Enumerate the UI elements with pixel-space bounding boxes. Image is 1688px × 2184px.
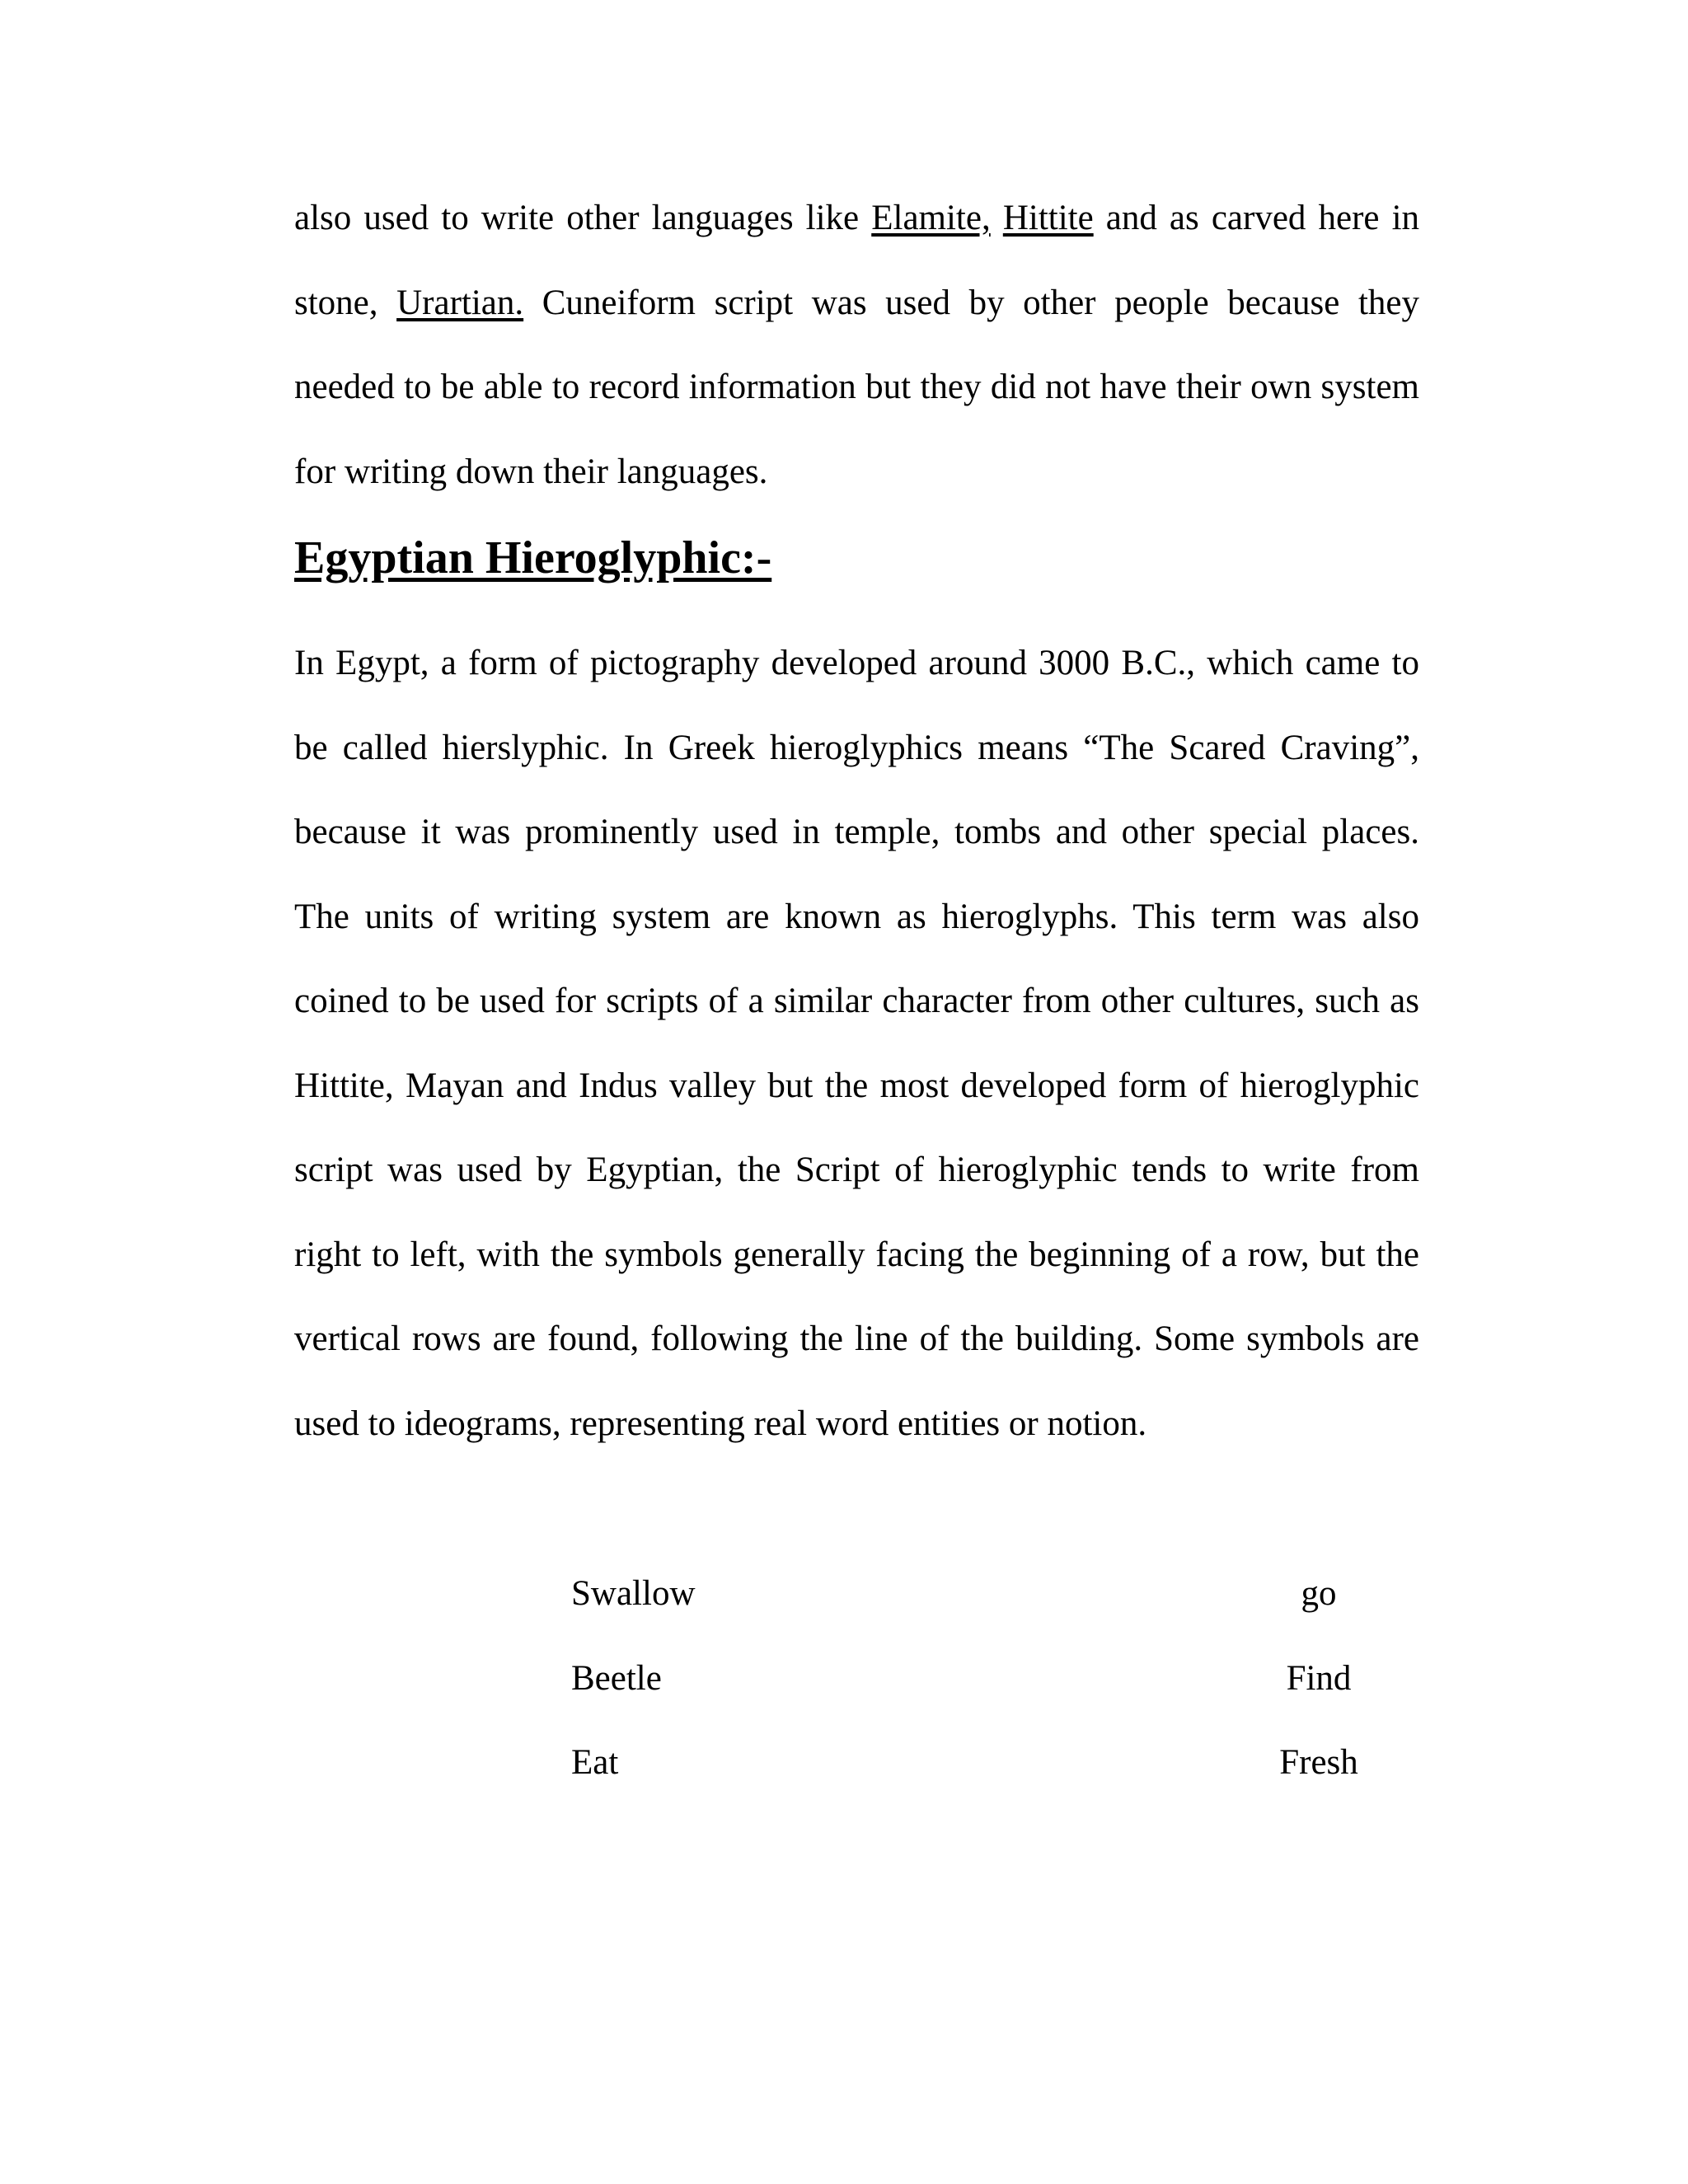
word-pair-row	[0, 1721, 1688, 1806]
word-pair-row	[0, 1552, 1688, 1637]
link-urartian[interactable]: Urartian.	[396, 283, 524, 322]
word-left: Beetle	[571, 1658, 662, 1698]
word-right: go	[1301, 1574, 1337, 1613]
link-hittite[interactable]: Hittite	[1002, 199, 1094, 237]
paragraph-text: and as carved here in stone,	[294, 199, 1420, 322]
word-pair-row	[0, 1637, 1688, 1722]
word-pair-list	[0, 1552, 1688, 1806]
link-elamite[interactable]: Elamite,	[871, 199, 991, 237]
word-right: Find	[1286, 1658, 1352, 1698]
paragraph-hieroglyphic: In Egypt, a form of pictography developed around 3000 B.C., which came to be called hierslyphic. In Greek hieroglyphics means “The Scared Craving”, because it was prominently used in temple, tombs and other special places. The units of writing system are known as hieroglyphs. This term was also coined to be used for scripts of a similar character from other cultures, such as Hittite, Mayan and Indus valley but the most developed form of hieroglyphic script was used by Egyptian, the Script of hieroglyphic tends to write from right to left, with the symbols generally facing the beginning of a row, but the vertical rows are found, following the line of the building. Some symbols are used to ideograms, representing real word entities or notion.	[294, 644, 1419, 1443]
word-left: Eat	[571, 1743, 619, 1782]
word-right: Fresh	[1279, 1743, 1358, 1782]
paragraph-text: also used to write other languages like	[294, 199, 872, 237]
section-heading: Egyptian Hieroglyphic:-	[294, 532, 772, 583]
paragraph-cuneiform	[294, 176, 1419, 514]
word-left: Swallow	[571, 1574, 696, 1613]
paragraph-text: Cuneiform script was used by other people because they needed to be able to record information but they did not have their own system for writing down their languages.	[294, 283, 1419, 491]
